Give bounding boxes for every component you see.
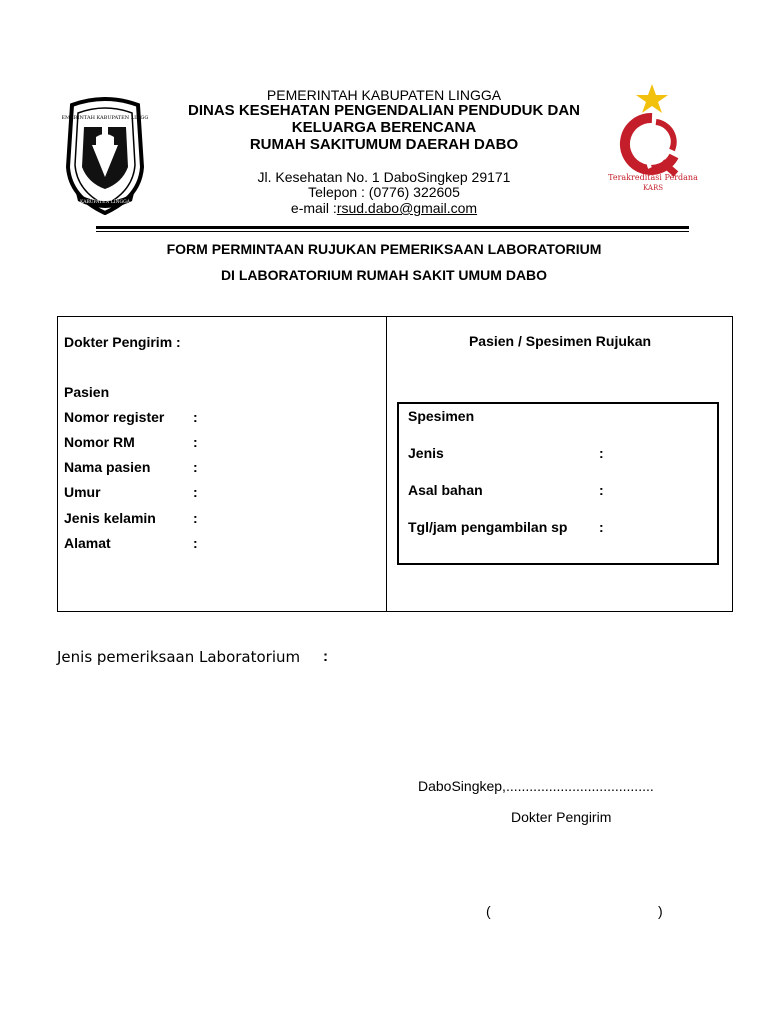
specimen-referral-heading: Pasien / Spesimen Rujukan bbox=[468, 333, 652, 349]
sex-colon: : bbox=[193, 510, 198, 526]
svg-text:KARS: KARS bbox=[642, 184, 664, 192]
lab-exam-type-label: Jenis pemeriksaan Laboratorium bbox=[57, 648, 301, 666]
kars-accreditation-logo bbox=[600, 82, 706, 194]
signature-open-paren: ( bbox=[486, 903, 491, 919]
hospital-email-line bbox=[0, 200, 768, 216]
sex-label: Jenis kelamin bbox=[64, 510, 156, 526]
place-date-line: DaboSingkep,...................................... bbox=[418, 778, 654, 794]
hospital-phone: Telepon : (0776) 322605 bbox=[308, 184, 460, 200]
specimen-source-colon: : bbox=[599, 482, 604, 498]
register-number-colon: : bbox=[193, 409, 198, 425]
svg-text:KABUPATEN LINGGA: KABUPATEN LINGGA bbox=[80, 200, 130, 205]
patient-name-label: Nama pasien bbox=[64, 459, 151, 475]
specimen-source-label: Asal bahan bbox=[408, 482, 483, 498]
medical-record-number-label: Nomor RM bbox=[64, 434, 135, 450]
hospital-address: Jl. Kesehatan No. 1 DaboSingkep 29171 bbox=[257, 169, 511, 185]
signature-close-paren: ) bbox=[658, 903, 663, 919]
patient-name-colon: : bbox=[193, 459, 198, 475]
svg-text:PEMERINTAH KABUPATEN LINGGA: PEMERINTAH KABUPATEN LINGGA bbox=[62, 115, 148, 121]
collection-datetime-colon: : bbox=[599, 519, 604, 535]
medical-record-number-colon: : bbox=[193, 434, 198, 450]
star-icon bbox=[636, 84, 668, 113]
collection-datetime-label: Tgl/jam pengambilan sp bbox=[408, 519, 568, 535]
table-column-divider bbox=[386, 316, 387, 612]
hospital-name: RUMAH SAKITUMUM DAERAH DABO bbox=[249, 136, 519, 153]
form-title-line-2: DI LABORATORIUM RUMAH SAKIT UMUM DABO bbox=[220, 267, 548, 283]
email-label: e-mail : bbox=[290, 200, 337, 216]
government-name: PEMERINTAH KABUPATEN LINGGA bbox=[266, 87, 502, 103]
header-divider-thin bbox=[96, 231, 689, 232]
register-number-label: Nomor register bbox=[64, 409, 165, 425]
lab-exam-type-colon: : bbox=[323, 648, 328, 665]
specimen-type-label: Jenis bbox=[408, 445, 444, 461]
age-label: Umur bbox=[64, 484, 101, 500]
specimen-type-colon: : bbox=[599, 445, 604, 461]
header-divider-thick bbox=[96, 226, 689, 229]
patient-heading: Pasien bbox=[64, 384, 110, 400]
department-line-1: DINAS KESEHATAN PENGENDALIAN PENDUDUK DAN bbox=[188, 102, 580, 119]
signature-role: Dokter Pengirim bbox=[511, 809, 612, 825]
specimen-heading: Spesimen bbox=[408, 408, 475, 424]
address-label: Alamat bbox=[64, 535, 111, 551]
svg-text:Terakreditasi Perdana: Terakreditasi Perdana bbox=[608, 173, 698, 182]
email-link[interactable]: rsud.dabo@gmail.com bbox=[336, 200, 478, 216]
age-colon: : bbox=[193, 484, 198, 500]
address-colon: : bbox=[193, 535, 198, 551]
department-line-2: KELUARGA BERENCANA bbox=[291, 119, 477, 136]
form-title-line-1: FORM PERMINTAAN RUJUKAN PEMERIKSAAN LABORATORIUM bbox=[166, 241, 602, 257]
referring-doctor-label: Dokter Pengirim : bbox=[64, 334, 181, 350]
